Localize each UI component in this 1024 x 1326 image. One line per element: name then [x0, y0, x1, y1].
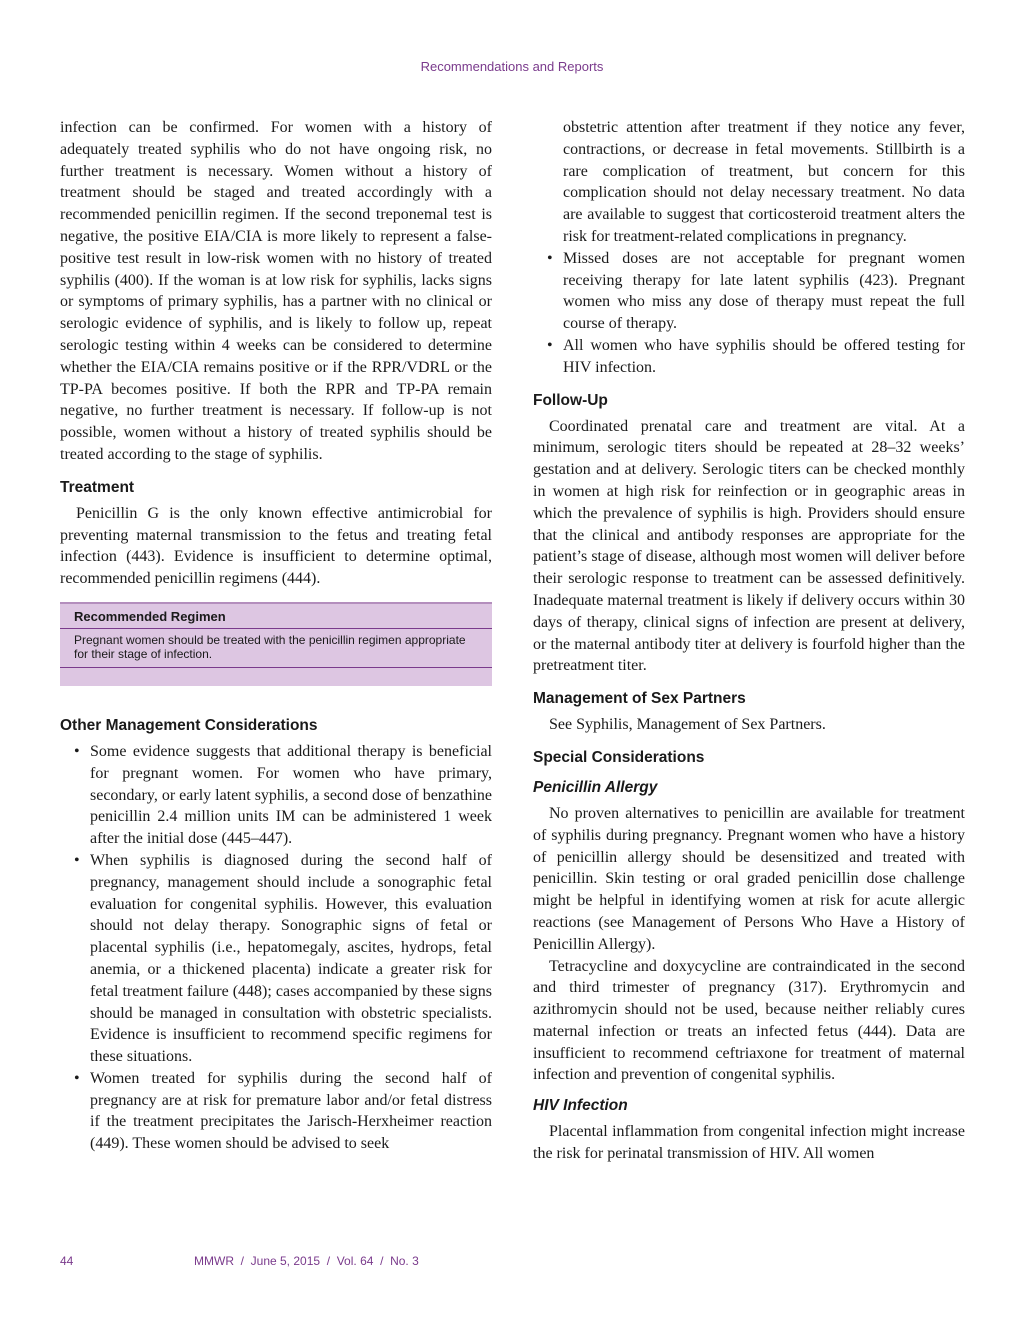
sex-partners-heading: Management of Sex Partners: [533, 690, 746, 708]
recommended-regimen-box: [60, 602, 492, 686]
list-item: • All women who have syphilis should be offered testing for HIV infection.: [533, 335, 965, 379]
followup-heading: Follow-Up: [533, 391, 608, 409]
running-header: Recommendations and Reports: [420, 59, 604, 74]
sex-partners-paragraph: See Syphilis, Management of Sex Partners.: [549, 716, 826, 734]
journal-citation: MMWR / June 5, 2015 / Vol. 64 / No. 3: [194, 1254, 419, 1268]
special-considerations-heading: Special Considerations: [533, 748, 705, 766]
list-item: • Missed doses are not acceptable for pregnant women receiving therapy for late latent syphilis (423). Pregnant women who miss any dose of therapy must repeat the full course of therapy.: [533, 248, 965, 335]
regimen-title: Recommended Regimen: [60, 604, 492, 629]
penicillin-allergy-paragraph-1: No proven alternatives to penicillin are available for treatment of syphilis during pregnancy. Pregnant women who have a history of penicillin allergy should be desensitized and treated with penicillin. Skin testing or oral graded penicillin dose challenge might be helpful in identifying women at risk for acute allergic reactions (see Management of Persons Who Have a History of Penicillin Allergy).: [533, 804, 965, 953]
list-item: • Some evidence suggests that additional therapy is beneficial for pregnant women. For women who have primary, secondary, or early latent syphilis, a second dose of benzathine penicillin 2.4 million units IM can be administered 1 week after the initial dose (445–447).: [60, 741, 492, 850]
page-number: 44: [60, 1254, 74, 1268]
hiv-infection-heading: HIV Infection: [533, 1097, 628, 1115]
penicillin-allergy-heading: Penicillin Allergy: [533, 778, 658, 796]
list-item: • When syphilis is diagnosed during the second half of pregnancy, management should include a sonographic fetal evaluation for congenital syphilis. However, this evaluation should not delay therapy. Sonographic signs of fetal or placental syphilis (i.e., hepatomegaly, ascites, hydrops, fetal anemia, or a thickened placenta) indicate a greater risk for fetal treatment failure (448); cases accompanied by these signs should be managed in consultation with obstetric specialists. Evidence is insufficient to recommend specific regimens for these situations.: [60, 850, 492, 1068]
bullet-continuation: obstetric attention after treatment if they notice any fever, contractions, or decrease in fetal movements. Stillbirth is a rare complication of treatment, but concern for this complication should not delay necessary treatment. No data are available to suggest that corticosteroid treatment alters the risk for treatment-related complications in pregnancy.: [563, 119, 965, 245]
left-column: [60, 117, 492, 1155]
list-item: • Women treated for syphilis during the second half of pregnancy are at risk for premature labor and/or fetal distress if the treatment precipitates the Jarisch-Herxheimer reaction (449). These women should be advised to seek: [60, 1068, 492, 1155]
regimen-box-footer: [60, 668, 492, 686]
followup-paragraph: Coordinated prenatal care and treatment are vital. At a minimum, serologic titers should be repeated at 28–32 weeks’ gestation and at delivery. Serologic titers can be checked monthly in women at high risk for reinfection or in geographic areas in which the prevalence of syphilis is high. Providers should ensure that the clinical and antibody responses are appropriate for the patient’s stage of disease, although most women will deliver before their serologic response to treatment can be assessed definitively. Inadequate maternal treatment is likely if delivery occurs within 30 days of therapy, clinical signs of infection are present at delivery, or the maternal antibody titer at delivery is fourfold higher than the pretreatment titer.: [533, 417, 965, 675]
regimen-text: Pregnant women should be treated with the penicillin regimen appropriate for their stage of infection.: [60, 629, 492, 668]
continued-list: [533, 248, 965, 379]
intro-paragraph: infection can be confirmed. For women with a history of adequately treated syphilis who do not have ongoing risk, no further treatment is necessary. Women without a history of treatment should be staged and treated accordingly with a recommended penicillin regimen. If the second treponemal test is negative, the positive EIA/CIA is more likely to represent a false-positive test result in low-risk women with no history of treated syphilis (400). If the woman is at low risk for syphilis, lacks signs or symptoms of primary syphilis, has a partner with no clinical or serologic evidence of syphilis, and is likely to follow up, repeat serologic testing within 4 weeks can be considered to determine whether the EIA/CIA remains positive or if the RPR/VDRL or the TP-PA becomes positive. If both the RPR and TP-PA remain negative, no further treatment is necessary. If follow-up is not possible, women without a history of treated syphilis should be treated according to the stage of syphilis.: [60, 119, 492, 463]
penicillin-allergy-paragraph-2: Tetracycline and doxycycline are contraindicated in the second and third trimester of pregnancy (317). Erythromycin and azithromycin should not be used, because neither reliably cures maternal infection or treats an infected fetus (444). Data are insufficient to recommend ceftriaxone for treatment of maternal infection and prevention of congenital syphilis.: [533, 957, 965, 1084]
right-column: [533, 117, 965, 1165]
hiv-infection-paragraph: Placental inflammation from congenital infection might increase the risk for perinatal transmission of HIV. All women: [533, 1123, 965, 1163]
treatment-heading: Treatment: [60, 478, 135, 496]
treatment-paragraph: Penicillin G is the only known effective antimicrobial for preventing maternal transmission to the fetus and treating fetal infection (443). Evidence is insufficient to determine optimal, recommended penicillin regimens (444).: [60, 504, 492, 588]
other-management-heading: Other Management Considerations: [60, 716, 318, 734]
other-management-list: [60, 741, 492, 1155]
